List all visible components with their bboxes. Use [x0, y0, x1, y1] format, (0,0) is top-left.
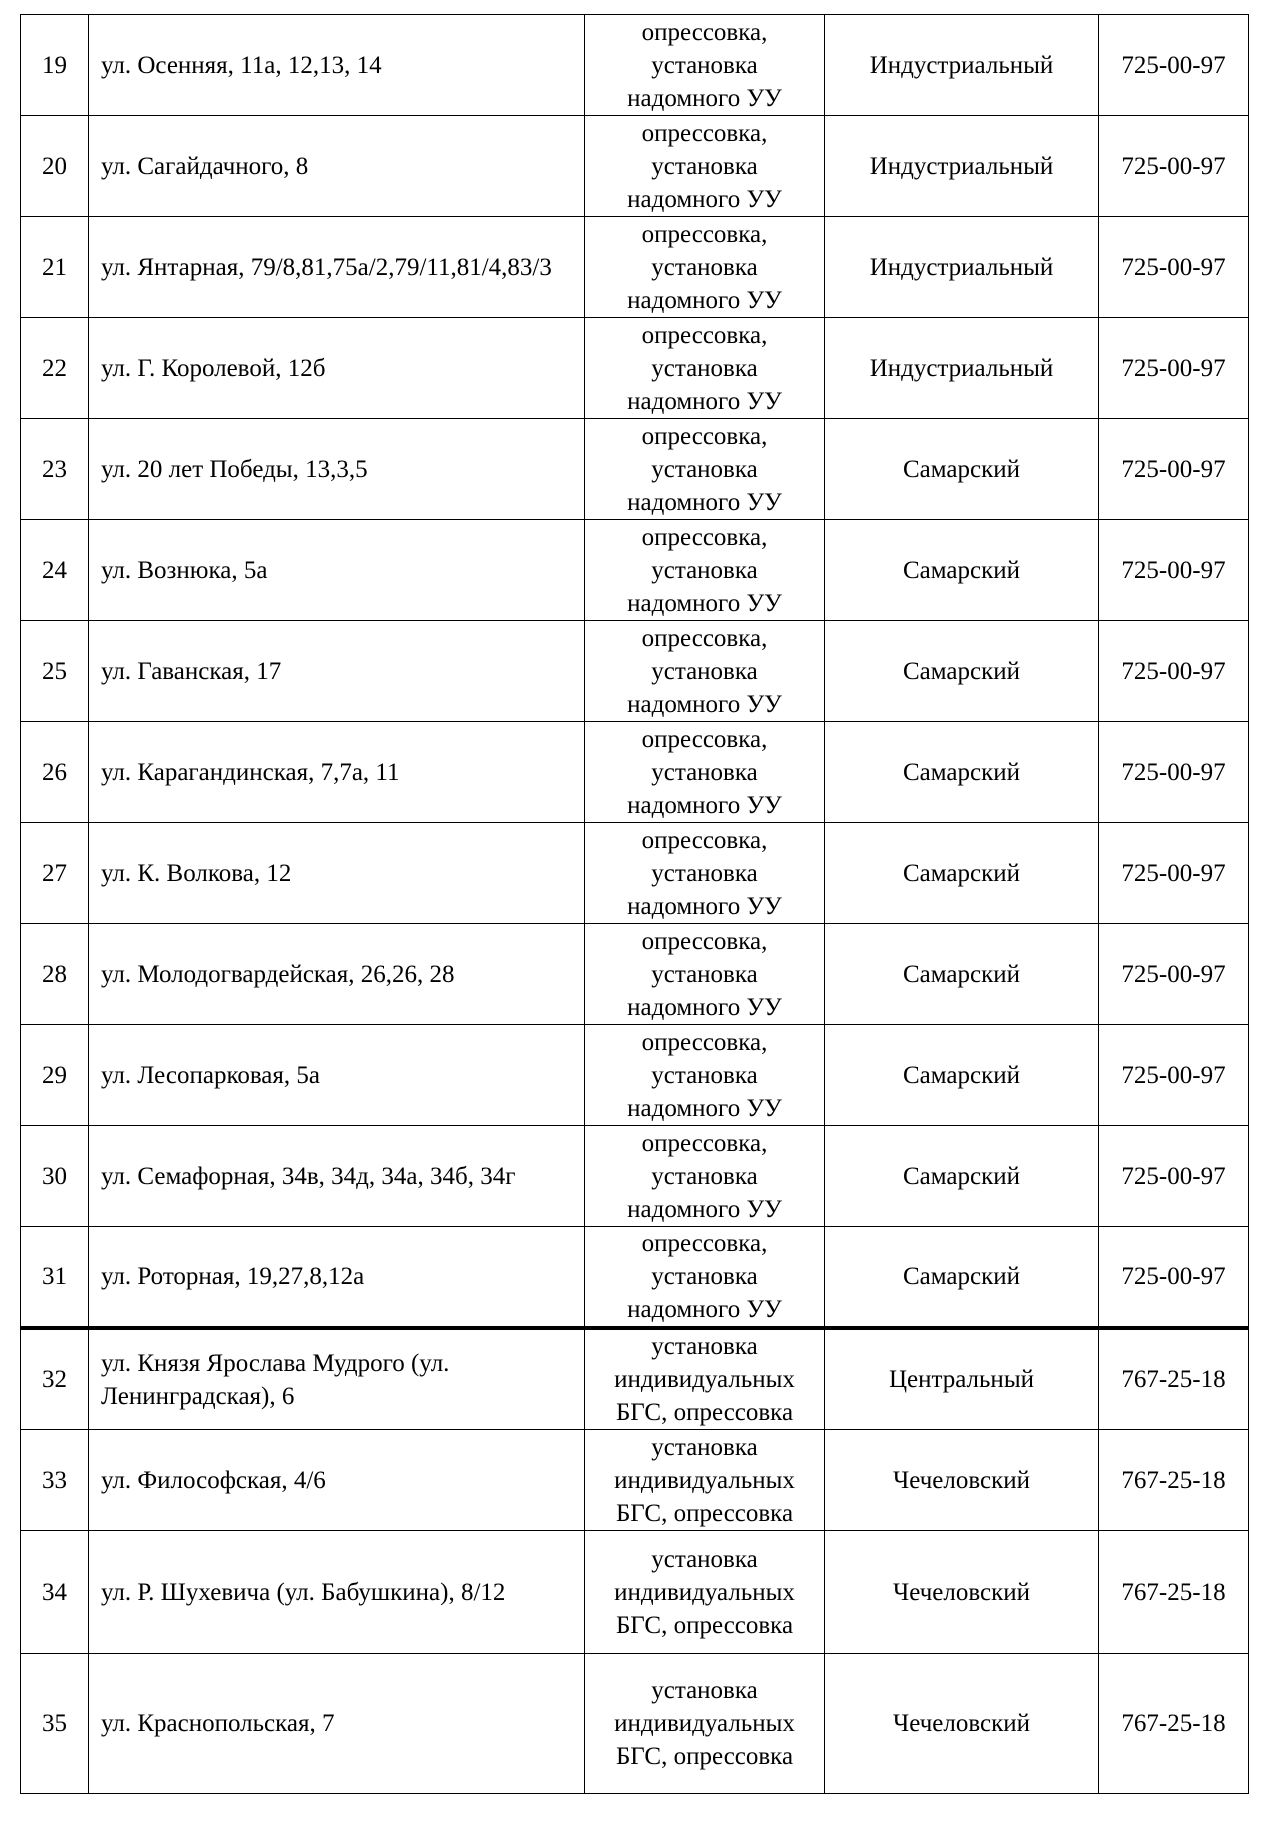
work-type-cell — [585, 1025, 825, 1126]
phone-cell: 725-00-97 — [1099, 217, 1249, 318]
address-cell: ул. Осенняя, 11а, 12,13, 14 — [89, 15, 585, 116]
phone-cell: 725-00-97 — [1099, 1126, 1249, 1227]
address-cell: ул. Роторная, 19,27,8,12а — [89, 1227, 585, 1329]
phone-cell: 767-25-18 — [1099, 1328, 1249, 1430]
address-cell: ул. Молодогвардейская, 26,26, 28 — [89, 924, 585, 1025]
table-row — [21, 722, 1249, 823]
row-number: 29 — [21, 1025, 89, 1126]
work-type-cell — [585, 15, 825, 116]
work-type-line: установка — [651, 1545, 758, 1573]
work-type-line: установка — [651, 51, 758, 79]
work-type-line: индивидуальных — [614, 1366, 795, 1393]
district-cell: Самарский — [825, 419, 1099, 520]
work-type-line: опрессовка, — [641, 523, 768, 551]
work-type-line: установка — [651, 1433, 758, 1461]
row-number: 20 — [21, 116, 89, 217]
work-type-line: опрессовка, — [641, 725, 768, 753]
work-type-cell — [585, 520, 825, 621]
table-row — [21, 1328, 1249, 1430]
district-cell: Самарский — [825, 823, 1099, 924]
row-number: 31 — [21, 1227, 89, 1329]
work-type-cell — [585, 823, 825, 924]
table-row — [21, 1025, 1249, 1126]
work-type-line: опрессовка, — [641, 422, 768, 450]
work-type-line: опрессовка, — [641, 1129, 768, 1157]
address-cell: ул. Лесопарковая, 5а — [89, 1025, 585, 1126]
phone-cell: 725-00-97 — [1099, 621, 1249, 722]
work-type-cell — [585, 722, 825, 823]
work-type-cell — [585, 1531, 825, 1654]
work-type-cell — [585, 1654, 825, 1794]
row-number: 19 — [21, 15, 89, 116]
table-row — [21, 1126, 1249, 1227]
row-number: 24 — [21, 520, 89, 621]
work-type-line: опрессовка, — [641, 119, 768, 147]
district-cell: Чечеловский — [825, 1654, 1099, 1794]
work-type-cell — [585, 621, 825, 722]
work-type-line: установка — [651, 354, 758, 382]
work-type-line: установка — [651, 657, 758, 685]
phone-cell: 725-00-97 — [1099, 15, 1249, 116]
district-cell: Чечеловский — [825, 1531, 1099, 1654]
work-type-line: надомного УУ — [627, 387, 782, 415]
district-cell: Самарский — [825, 621, 1099, 722]
work-type-line: опрессовка, — [641, 1028, 768, 1056]
work-type-cell — [585, 217, 825, 318]
work-type-line: БГС, опрессовка — [615, 1399, 794, 1426]
work-type-line: установка — [651, 1061, 758, 1089]
work-type-line: установка — [651, 859, 758, 887]
work-type-line: установка — [651, 455, 758, 483]
work-type-line: опрессовка, — [641, 321, 768, 349]
work-type-cell — [585, 116, 825, 217]
work-type-line: надомного УУ — [627, 690, 782, 718]
work-type-cell — [585, 419, 825, 520]
work-type-line: надомного УУ — [627, 791, 782, 819]
work-type-line: БГС, опрессовка — [615, 1743, 794, 1770]
work-type-cell — [585, 1328, 825, 1430]
address-cell: ул. К. Волкова, 12 — [89, 823, 585, 924]
row-number: 21 — [21, 217, 89, 318]
work-type-line: надомного УУ — [627, 286, 782, 314]
row-number: 26 — [21, 722, 89, 823]
address-cell: ул. 20 лет Победы, 13,3,5 — [89, 419, 585, 520]
work-type-line: БГС, опрессовка — [615, 1611, 794, 1639]
district-cell: Самарский — [825, 1227, 1099, 1329]
work-type-line: установка — [651, 1333, 758, 1360]
table-row — [21, 823, 1249, 924]
address-cell: ул. Вознюка, 5а — [89, 520, 585, 621]
table-body — [21, 15, 1249, 1794]
district-cell: Самарский — [825, 924, 1099, 1025]
phone-cell: 725-00-97 — [1099, 116, 1249, 217]
phone-cell: 725-00-97 — [1099, 1025, 1249, 1126]
work-type-cell — [585, 1227, 825, 1329]
work-type-cell — [585, 924, 825, 1025]
address-cell: ул. Сагайдачного, 8 — [89, 116, 585, 217]
work-type-line: надомного УУ — [627, 1094, 782, 1122]
table-row — [21, 217, 1249, 318]
phone-cell: 725-00-97 — [1099, 722, 1249, 823]
phone-cell: 725-00-97 — [1099, 823, 1249, 924]
table-row — [21, 1430, 1249, 1531]
phone-cell: 725-00-97 — [1099, 1227, 1249, 1329]
table-row — [21, 1654, 1249, 1794]
work-type-line: опрессовка, — [641, 18, 768, 46]
row-number: 35 — [21, 1654, 89, 1794]
work-type-line: установка — [651, 253, 758, 281]
row-number: 23 — [21, 419, 89, 520]
row-number: 30 — [21, 1126, 89, 1227]
table-row — [21, 116, 1249, 217]
work-type-cell — [585, 318, 825, 419]
work-type-line: индивидуальных — [614, 1710, 795, 1737]
work-type-line: индивидуальных — [614, 1466, 795, 1494]
work-type-line: надомного УУ — [627, 589, 782, 617]
address-cell: ул. Философская, 4/6 — [89, 1430, 585, 1531]
phone-cell: 767-25-18 — [1099, 1531, 1249, 1654]
address-cell: ул. Карагандинская, 7,7а, 11 — [89, 722, 585, 823]
row-number: 25 — [21, 621, 89, 722]
work-type-line: установка — [651, 1677, 758, 1704]
phone-cell: 767-25-18 — [1099, 1430, 1249, 1531]
work-type-line: установка — [651, 960, 758, 988]
work-type-line: опрессовка, — [641, 1230, 768, 1257]
work-type-cell — [585, 1430, 825, 1531]
phone-cell: 767-25-18 — [1099, 1654, 1249, 1794]
address-cell: ул. Гаванская, 17 — [89, 621, 585, 722]
work-type-line: индивидуальных — [614, 1578, 795, 1606]
table-row — [21, 520, 1249, 621]
work-type-line: установка — [651, 758, 758, 786]
district-cell: Индустриальный — [825, 217, 1099, 318]
district-cell: Индустриальный — [825, 318, 1099, 419]
address-cell: ул. Р. Шухевича (ул. Бабушкина), 8/12 — [89, 1531, 585, 1654]
work-type-line: надомного УУ — [627, 84, 782, 112]
row-number: 22 — [21, 318, 89, 419]
address-cell: ул. Краснопольская, 7 — [89, 1654, 585, 1794]
phone-cell: 725-00-97 — [1099, 419, 1249, 520]
row-number: 34 — [21, 1531, 89, 1654]
work-type-line: установка — [651, 1162, 758, 1190]
work-type-line: опрессовка, — [641, 624, 768, 652]
address-cell: ул. Семафорная, 34в, 34д, 34а, 34б, 34г — [89, 1126, 585, 1227]
phone-cell: 725-00-97 — [1099, 318, 1249, 419]
table-row — [21, 621, 1249, 722]
work-type-line: установка — [651, 152, 758, 180]
phone-cell: 725-00-97 — [1099, 924, 1249, 1025]
work-type-line: надомного УУ — [627, 185, 782, 213]
work-type-line: опрессовка, — [641, 927, 768, 955]
work-type-line: надомного УУ — [627, 993, 782, 1021]
row-number: 32 — [21, 1328, 89, 1430]
district-cell: Самарский — [825, 1025, 1099, 1126]
phone-cell: 725-00-97 — [1099, 520, 1249, 621]
work-type-line: установка — [651, 556, 758, 584]
district-cell: Индустриальный — [825, 116, 1099, 217]
work-type-line: надомного УУ — [627, 892, 782, 920]
address-cell: ул. Янтарная, 79/8,81,75а/2,79/11,81/4,83/3 — [89, 217, 585, 318]
district-cell: Индустриальный — [825, 15, 1099, 116]
row-number: 28 — [21, 924, 89, 1025]
table-row — [21, 15, 1249, 116]
work-type-line: установка — [651, 1263, 758, 1290]
table-row — [21, 1227, 1249, 1329]
district-cell: Самарский — [825, 722, 1099, 823]
table-row — [21, 1531, 1249, 1654]
table-row — [21, 419, 1249, 520]
work-type-line: опрессовка, — [641, 220, 768, 248]
district-cell: Центральный — [825, 1328, 1099, 1430]
table-row — [21, 318, 1249, 419]
address-cell: ул. Князя Ярослава Мудрого (ул. Ленинградская), 6 — [89, 1328, 585, 1430]
address-cell: ул. Г. Королевой, 12б — [89, 318, 585, 419]
works-table — [20, 14, 1249, 1794]
work-type-line: надомного УУ — [627, 1296, 782, 1323]
row-number: 33 — [21, 1430, 89, 1531]
district-cell: Самарский — [825, 520, 1099, 621]
row-number: 27 — [21, 823, 89, 924]
work-type-line: БГС, опрессовка — [615, 1499, 794, 1527]
district-cell: Самарский — [825, 1126, 1099, 1227]
district-cell: Чечеловский — [825, 1430, 1099, 1531]
work-type-line: надомного УУ — [627, 488, 782, 516]
work-type-line: опрессовка, — [641, 826, 768, 854]
work-type-line: надомного УУ — [627, 1195, 782, 1223]
work-type-cell — [585, 1126, 825, 1227]
table-row — [21, 924, 1249, 1025]
